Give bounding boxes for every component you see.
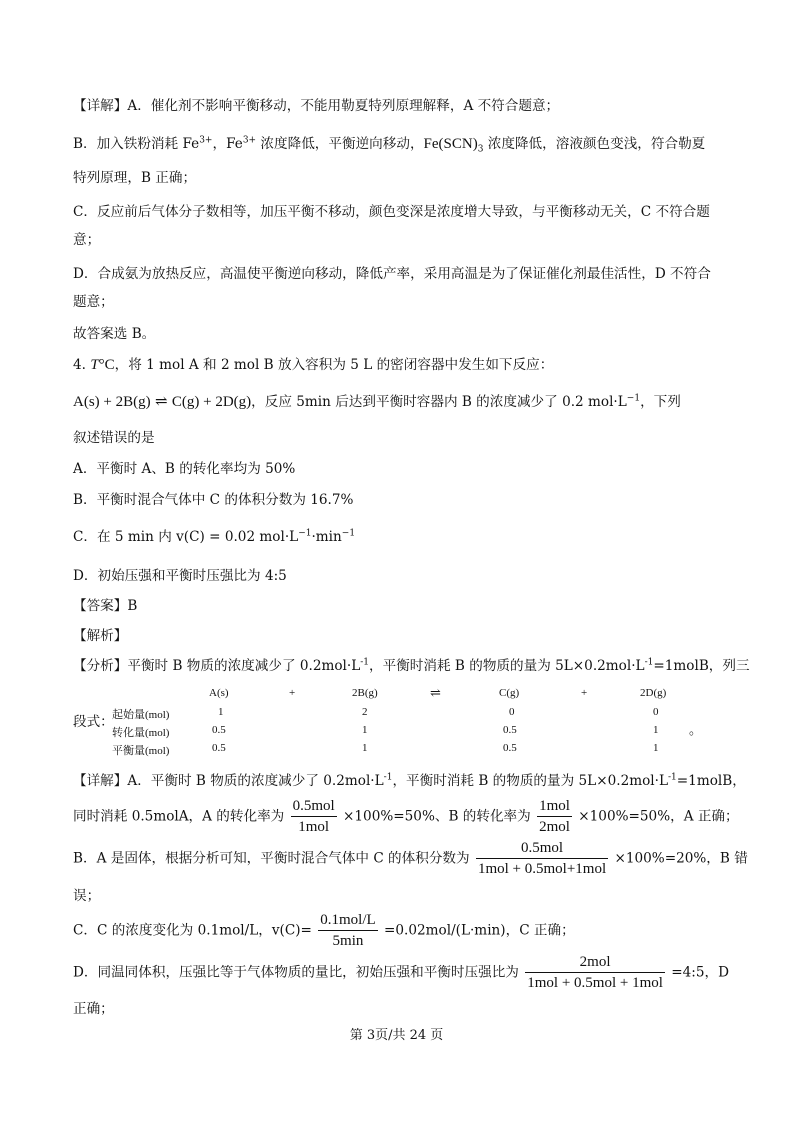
tbl-row2-c: 0.5 [503, 724, 517, 736]
question-stem-line2 [73, 392, 681, 412]
detail-sol-b-text2: ×100%=20%，B 错 [614, 850, 748, 867]
detail-sol-c-text: C．C 的浓度变化为 0.1mol/L，v(C)= [73, 922, 312, 939]
detail-sol-a-exp2: -1 [668, 772, 677, 783]
question-stem-line3: 叙述错误的是 [73, 430, 155, 446]
three-stage-table [112, 687, 712, 757]
tbl-row1-a: 1 [218, 706, 224, 718]
answer-line: 【答案】B [73, 598, 138, 614]
analysis-exp2: -1 [644, 657, 654, 668]
equilibrium-arrow: ⇌ [154, 394, 168, 410]
fraction-d-num: 0.1mol/L [318, 910, 377, 931]
fraction-d [318, 910, 377, 951]
detail-c-line1: C．反应前后气体分子数相等，加压平衡不移动，颜色变深是浓度增大导致，与平衡移动无关，C 不符合题 [73, 204, 710, 220]
option-b: B．平衡时混合气体中 C 的体积分数为 16.7% [73, 492, 354, 508]
question-stem-line1 [73, 355, 553, 375]
prev-answer: 故答案选 B。 [73, 326, 156, 342]
tbl-head-b: 2B(g) [352, 687, 378, 699]
tbl-row1-b: 2 [362, 706, 368, 718]
option-a: A．平衡时 A、B 的转化率均为 50% [73, 461, 296, 477]
detail-sol-a-line2 [73, 796, 739, 837]
detail-sol-b-line2: 误； [73, 888, 101, 904]
detail-sol-a-text2: ，平衡时消耗 B 的物质的量为 5L×0.2mol·L [392, 773, 668, 789]
detail-b-text3: 浓度降低，平衡逆向移动， [256, 136, 424, 152]
fescn-sub: 3 [477, 144, 484, 155]
detail-sol-d-text: D．同温同体积，压强比等于气体物质的量比，初始压强和平衡时压强比为 [73, 964, 519, 981]
detail-sol-a-text3: =1molB， [676, 773, 746, 789]
equation-right: C(g) + 2D(g) [171, 394, 252, 410]
tbl-row1-d: 0 [653, 706, 659, 718]
tbl-row2-label: 转化量(mol) [112, 727, 170, 739]
tbl-row2-b: 1 [362, 724, 368, 736]
detail-sol-b-text: B．A 是固体，根据分析可知，平衡时混合气体中 C 的体积分数为 [73, 850, 470, 867]
analysis-text3: =1molB，列三 [653, 658, 750, 674]
fescn-formula: Fe(SCN) [423, 136, 478, 152]
fe-charge: 3+ [199, 135, 213, 146]
detail-sol-c-line [73, 910, 575, 951]
detail-b-text2: ，Fe [212, 136, 243, 152]
detail-d-line2: 题意； [73, 294, 114, 310]
analysis-title: 【解析】 [73, 628, 128, 644]
detail-b-line1 [73, 134, 705, 154]
fraction-e-den: 1mol + 0.5mol + 1mol [527, 975, 663, 991]
fraction-b-den: 2mol [539, 819, 570, 835]
option-c-text: C．在 5 min 内 v(C) = 0.02 mol·L [73, 529, 299, 545]
analysis-line1 [73, 656, 750, 676]
detail-sol-d-text2: =4:5，D [671, 964, 730, 981]
detail-d-line1: D．合成氨为放热反应，高温使平衡逆向移动，降低产率，采用高温是为了保证催化剂最佳活性，D 不符合 [73, 266, 711, 282]
fraction-d-den: 5min [332, 933, 364, 949]
three-stage-label: 段式： [73, 714, 114, 730]
tbl-head-plus1: + [289, 687, 296, 699]
detail-sol-a2-text3: ×100%=50%，A 正确； [578, 808, 739, 825]
fraction-c-den: 1mol + 0.5mol+1mol [477, 861, 607, 877]
fraction-e [525, 952, 665, 993]
equation-left: A(s) + 2B(g) [73, 394, 151, 410]
stem-text-3: ，下列 [640, 394, 681, 410]
option-c [73, 527, 355, 547]
tbl-row2-d: 1 [653, 724, 659, 736]
detail-b-text: B．加入铁粉消耗 Fe [73, 136, 200, 152]
fraction-a [291, 796, 337, 837]
tbl-row2-a: 0.5 [212, 724, 226, 736]
tbl-head-plus2: + [581, 687, 588, 699]
detail-sol-b-line1 [73, 838, 748, 879]
tbl-head-d: 2D(g) [640, 687, 667, 699]
tbl-row1-label: 起始量(mol) [112, 709, 170, 721]
fraction-b-num: 1mol [537, 796, 572, 817]
tbl-row3-a: 0.5 [212, 742, 226, 754]
analysis-text: 【分析】平衡时 B 物质的浓度减少了 0.2mol·L [73, 658, 361, 674]
tbl-row3-d: 1 [653, 742, 659, 754]
analysis-text2: ，平衡时消耗 B 的物质的量为 5L×0.2mol·L [369, 658, 645, 674]
unit-exponent: −1 [626, 393, 641, 404]
fe-charge-2: 3+ [242, 135, 257, 146]
detail-sol-d-line2: 正确； [73, 1001, 114, 1017]
option-c-exp1: −1 [298, 528, 312, 539]
option-c-exp2: −1 [341, 528, 356, 539]
fraction-a-num: 0.5mol [291, 796, 337, 817]
temp-symbol: T [90, 357, 99, 373]
detail-sol-a2-text2: ×100%=50%、B 的转化率为 [343, 808, 531, 825]
detail-sol-d-line1 [73, 952, 729, 993]
fraction-a-den: 1mol [298, 819, 330, 835]
detail-sol-a2-text: 同时消耗 0.5molA，A 的转化率为 [73, 808, 285, 825]
tbl-head-a: A(s) [209, 687, 229, 699]
fraction-c [476, 838, 608, 879]
tbl-row1-c: 0 [509, 706, 515, 718]
detail-sol-a-line1 [73, 771, 746, 791]
stem-text-2: ，反应 5min 后达到平衡时容器内 B 的浓度减少了 0.2 mol·L [251, 394, 627, 410]
fraction-e-num: 2mol [525, 952, 665, 973]
detail-c-line2: 意； [73, 232, 101, 248]
analysis-exp: -1 [360, 657, 370, 668]
detail-a-line: 【详解】A．催化剂不影响平衡移动，不能用勒夏特列原理解释，A 不符合题意； [73, 98, 560, 114]
question-number: 4. [73, 357, 86, 373]
tbl-row3-c: 0.5 [503, 742, 517, 754]
detail-sol-a-text: 【详解】A．平衡时 B 物质的浓度减少了 0.2mol·L [73, 773, 384, 789]
option-c-unit: ·min [311, 529, 342, 545]
detail-sol-a-exp: -1 [383, 772, 393, 783]
tbl-end-mark: 。 [689, 722, 703, 737]
detail-b-text4: 浓度降低，溶液颜色变浅，符合勒夏 [483, 136, 706, 152]
fraction-c-num: 0.5mol [476, 838, 608, 859]
fraction-b [537, 796, 572, 837]
page-footer: 第 3页/共 24 页 [349, 1028, 444, 1043]
option-d: D．初始压强和平衡时压强比为 4:5 [73, 568, 287, 584]
tbl-row3-b: 1 [362, 742, 368, 754]
detail-b-line2: 特列原理，B 正确； [73, 170, 197, 186]
detail-sol-c-text2: =0.02mol/(L·min)，C 正确； [384, 922, 575, 939]
stem-text: ，将 1 mol A 和 2 mol B 放入容积为 5 L 的密闭容器中发生如下反应： [114, 357, 554, 373]
tbl-head-c: C(g) [499, 687, 520, 699]
tbl-row3-label: 平衡量(mol) [112, 745, 170, 757]
tbl-head-arrow: ⇌ [430, 685, 441, 700]
temp-unit: °C [98, 357, 115, 373]
